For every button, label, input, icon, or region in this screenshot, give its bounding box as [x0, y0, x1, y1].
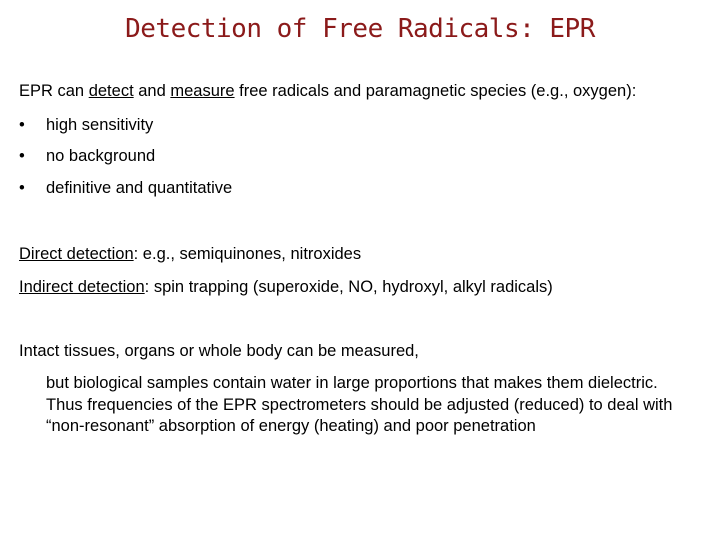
- intro-line: [19, 81, 636, 101]
- bullet-item-quantitative: definitive and quantitative: [46, 179, 233, 197]
- direct-detection-text: : e.g., semiquinones, nitroxides: [133, 245, 362, 263]
- direct-detection-line: [19, 244, 361, 264]
- measure-word: measure: [170, 82, 235, 100]
- bullet-item-sensitivity: high sensitivity: [46, 116, 154, 134]
- bullet-marker: •: [19, 116, 25, 134]
- detect-word: detect: [88, 82, 134, 100]
- indirect-detection-line: [19, 277, 553, 297]
- bullet-marker: •: [19, 147, 25, 165]
- intro-text-3: free radicals and paramagnetic species (e.g., oxygen):: [234, 82, 637, 100]
- intro-text-1: EPR can: [19, 82, 89, 100]
- direct-detection-label: Direct detection: [19, 245, 134, 263]
- bullet-marker: •: [19, 179, 25, 197]
- indirect-detection-text: : spin trapping (superoxide, NO, hydroxyl, alkyl radicals): [144, 278, 553, 296]
- bullet-item-background: no background: [46, 147, 156, 165]
- indirect-detection-label: Indirect detection: [19, 278, 145, 296]
- intro-text-2: and: [133, 82, 171, 100]
- slide-title: Detection of Free Radicals: EPR: [125, 14, 595, 44]
- intact-tissues-line: Intact tissues, organs or whole body can be measured,: [19, 342, 419, 360]
- dielectric-paragraph: but biological samples contain water in large proportions that makes them dielectric. Thus frequencies of the EPR spectrometers should be adjusted (reduced) to deal with “non-resonant” absorption of energy (heating) and poor penetration: [46, 374, 673, 435]
